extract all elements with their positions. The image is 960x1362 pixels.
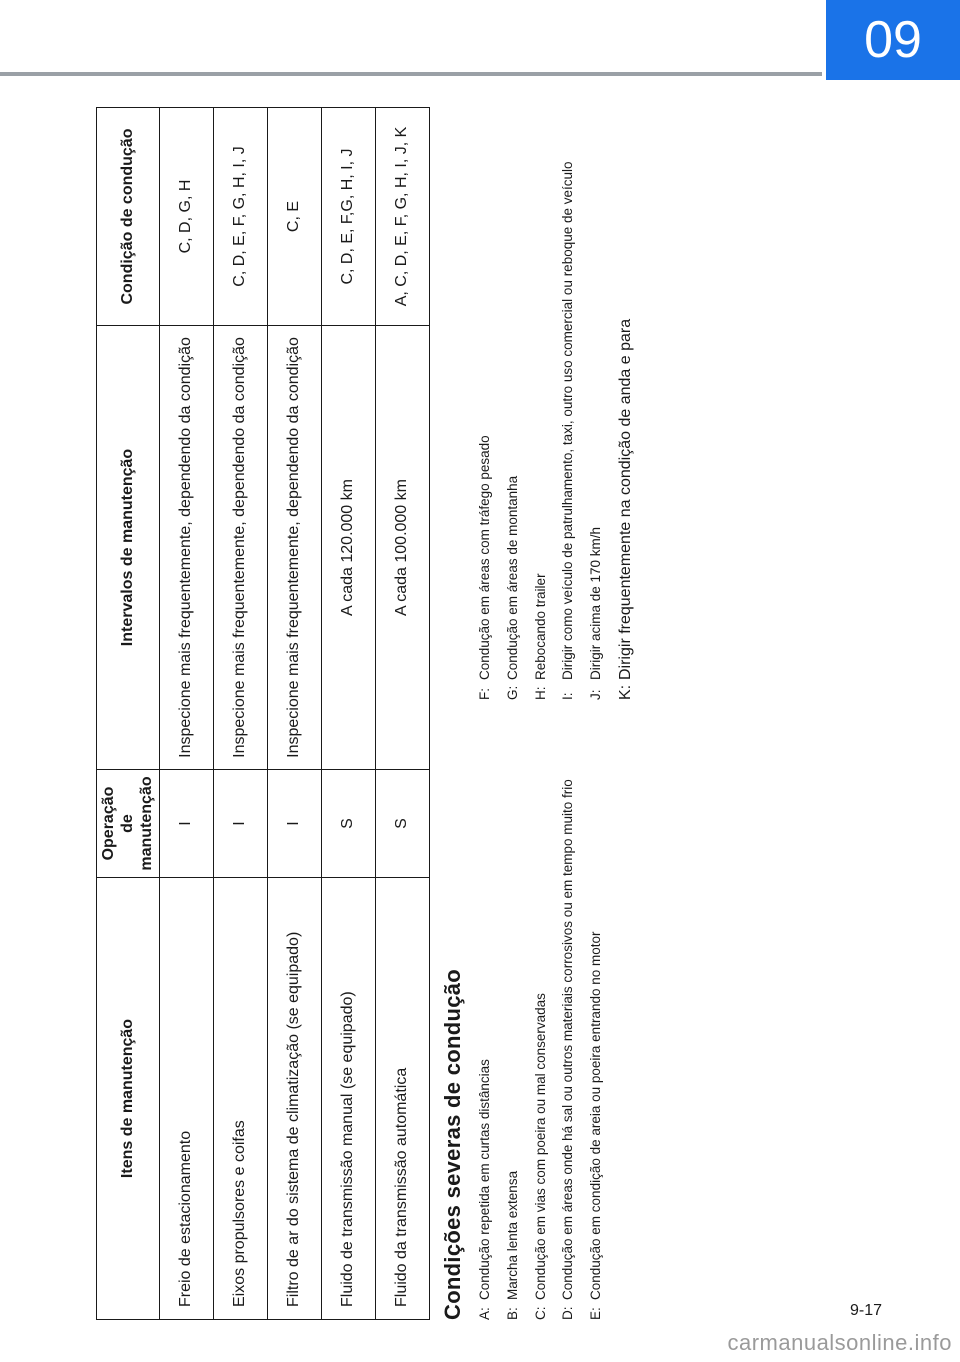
- cell-item: Fluido de transmissão manual (se equipado): [321, 878, 375, 1320]
- section-title: Condições severas de condução: [440, 968, 465, 1320]
- table-row: [159, 108, 213, 1320]
- condition-code: E:: [588, 1307, 604, 1320]
- header-operation: Operação de manutenção: [97, 770, 160, 878]
- condition-text: Dirigir frequentemente na condição de anda e para: [617, 318, 635, 680]
- cell-condition: A, C, D, E, F, G, H, I, J, K: [375, 108, 429, 326]
- maintenance-table: [96, 107, 430, 1320]
- condition-text: Condução em áreas de montanha: [504, 475, 520, 680]
- table-row: [267, 108, 321, 1320]
- cell-operation: I: [267, 770, 321, 878]
- cell-item: Fluido da transmissão automática: [375, 878, 429, 1320]
- header-rule: [0, 72, 822, 76]
- condition-code: C:: [532, 1306, 548, 1320]
- page-number: 9-17: [850, 1302, 883, 1319]
- condition-text: Condução repetida em curtas distâncias: [477, 1059, 492, 1300]
- rotated-content: [0, 96, 960, 1336]
- cell-item: Eixos propulsores e coifas: [213, 878, 267, 1320]
- condition-item: [559, 708, 577, 1320]
- condition-item: [587, 708, 605, 1320]
- cell-interval: Inspecione mais frequentemente, dependendo da condição: [267, 326, 321, 770]
- cell-interval: A cada 100.000 km: [375, 326, 429, 770]
- condition-text: Marcha lenta extensa: [504, 1170, 520, 1300]
- condition-code: D:: [560, 1306, 576, 1320]
- condition-item: [476, 100, 494, 700]
- table-row: [321, 108, 375, 1320]
- table-row: [375, 108, 429, 1320]
- conditions-right-column: [476, 100, 646, 700]
- header-items: Itens de manutenção: [97, 878, 160, 1320]
- condition-code: K:: [617, 684, 635, 700]
- cell-condition: C, E: [267, 108, 321, 326]
- cell-operation: S: [321, 770, 375, 878]
- condition-item: [559, 100, 577, 700]
- header-interval: Intervalos de manutenção: [97, 326, 160, 770]
- condition-text: Rebocando trailer: [532, 573, 548, 680]
- condition-text: Condução em vias com poeira ou mal conservadas: [532, 993, 548, 1300]
- condition-item: [504, 100, 522, 700]
- condition-text: Condução em condição de areia ou poeira entrando no motor: [588, 931, 604, 1300]
- condition-item: [615, 100, 636, 700]
- conditions-left-column: [476, 708, 615, 1320]
- condition-item: [504, 708, 522, 1320]
- table-row: [213, 108, 267, 1320]
- cell-operation: S: [375, 770, 429, 878]
- condition-text: Dirigir como veículo de patrulhamento, taxi, outro uso comercial ou reboque de veículo: [560, 161, 576, 680]
- chapter-tab: [826, 0, 960, 80]
- cell-interval: Inspecione mais frequentemente, dependendo da condição: [159, 326, 213, 770]
- cell-operation: I: [159, 770, 213, 878]
- chapter-number: 09: [864, 11, 922, 69]
- condition-item: [532, 100, 550, 700]
- watermark: carmanualsonline.info: [727, 1330, 952, 1355]
- cell-condition: C, D, E, F, G, H, I, J: [213, 108, 267, 326]
- cell-item: Filtro de ar do sistema de climatização (se equipado): [267, 878, 321, 1320]
- condition-item: [532, 708, 550, 1320]
- header-condition: Condição de condução: [97, 108, 160, 326]
- condition-code: B:: [504, 1307, 520, 1320]
- condition-code: G:: [504, 685, 520, 700]
- condition-code: I:: [560, 692, 576, 700]
- condition-code: A:: [477, 1307, 492, 1320]
- condition-code: H:: [532, 686, 548, 700]
- cell-condition: C, D, E, F,G, H, I, J: [321, 108, 375, 326]
- cell-operation: I: [213, 770, 267, 878]
- cell-interval: A cada 120.000 km: [321, 326, 375, 770]
- condition-text: Condução em áreas com tráfego pesado: [477, 435, 492, 680]
- condition-item: [587, 100, 605, 700]
- cell-item: Freio de estacionamento: [159, 878, 213, 1320]
- cell-interval: Inspecione mais frequentemente, dependendo da condição: [213, 326, 267, 770]
- condition-code: J:: [588, 689, 604, 700]
- table-header-row: [97, 108, 160, 1320]
- condition-code: F:: [477, 688, 492, 700]
- condition-text: Dirigir acima de 170 km/h: [588, 526, 604, 680]
- condition-item: [476, 708, 494, 1320]
- condition-text: Condução em áreas onde há sal ou outros materiais corrosivos ou em tempo muito frio: [560, 779, 576, 1300]
- cell-condition: C, D, G, H: [159, 108, 213, 326]
